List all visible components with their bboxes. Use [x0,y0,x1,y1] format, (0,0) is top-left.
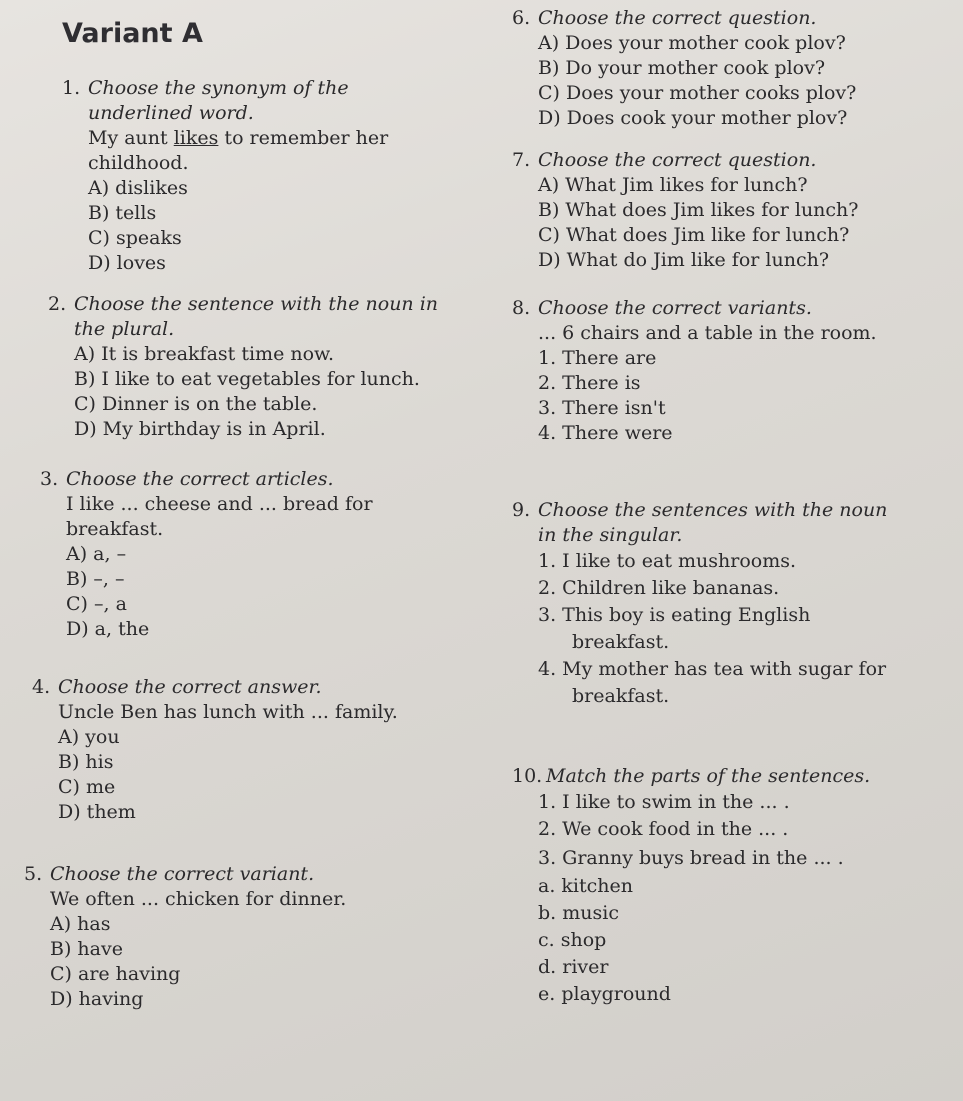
answer-option-c[interactable]: C) speaks [88,227,182,249]
answer-option-a[interactable]: A) It is breakfast time now. [74,343,335,365]
question-10 [512,764,870,1008]
question-8 [512,296,877,446]
ending-option-b[interactable]: b. music [538,902,619,924]
answer-option-d[interactable]: D) What do Jim like for lunch? [538,249,830,271]
question-instruction: Choose the correct variants. [538,297,812,319]
question-number: 10. [512,765,543,787]
question-instruction: Choose the correct answer. [58,676,322,698]
answer-option-b[interactable]: B) Do your mother cook plov? [538,57,826,79]
answer-option-d[interactable]: D) having [50,988,144,1010]
question-4 [32,675,398,825]
answer-option-d[interactable]: D) loves [88,252,166,274]
question-instruction: Match the parts of the sentences. [546,765,871,787]
answer-option-d[interactable]: D) them [58,801,136,823]
answer-option-c[interactable]: C) What does Jim like for lunch? [538,224,850,246]
answer-option-2[interactable]: 2. Children like bananas. [538,577,780,599]
question-sentence: I like ... cheese and ... bread for [66,493,373,515]
answer-option-b[interactable]: B) his [58,751,114,773]
sentence-part-2: 2. We cook food in the ... . [538,818,789,840]
ending-option-d[interactable]: d. river [538,956,609,978]
question-instruction: Choose the synonym of the underlined word. [88,77,349,124]
answer-option-c[interactable]: C) Dinner is on the table. [74,393,318,415]
answer-option-b[interactable]: B) have [50,938,123,960]
answer-option-4[interactable]: 4. There were [538,422,673,444]
question-sentence-cont: childhood. [88,152,189,174]
underlined-word: likes [173,127,219,149]
answer-option-a[interactable]: A) Does your mother cook plov? [538,32,846,54]
question-instruction: Choose the sentences with the noun in the singular. [538,499,888,546]
question-number: 6. [512,7,531,29]
question-3 [40,467,373,642]
variant-title: Variant A [62,18,203,49]
question-number: 2. [48,293,67,315]
answer-option-d[interactable]: D) Does cook your mother plov? [538,107,848,129]
answer-option-3-cont: breakfast. [572,631,670,653]
sentence-part-3: 3. Granny buys bread in the ... . [538,847,844,869]
question-number: 9. [512,499,531,521]
question-instruction: Choose the correct articles. [66,468,334,490]
answer-option-1[interactable]: 1. There are [538,347,657,369]
answer-option-c[interactable]: C) me [58,776,116,798]
question-6 [512,6,856,131]
question-instruction: Choose the sentence with the noun in the plural. [74,293,439,340]
question-1 [62,76,388,276]
answer-option-c[interactable]: C) –, a [66,593,127,615]
question-instruction: Choose the correct question. [538,149,817,171]
question-9 [512,498,887,710]
answer-option-a[interactable]: A) What Jim likes for lunch? [538,174,808,196]
answer-option-b[interactable]: B) What does Jim likes for lunch? [538,199,859,221]
question-5 [24,862,346,1012]
question-number: 5. [24,863,43,885]
question-instruction: Choose the correct question. [538,7,817,29]
answer-option-3[interactable]: 3. This boy is eating English [538,604,811,626]
question-number: 7. [512,149,531,171]
answer-option-a[interactable]: A) dislikes [88,177,188,199]
question-number: 8. [512,297,531,319]
question-sentence: ... 6 chairs and a table in the room. [538,322,877,344]
answer-option-a[interactable]: A) a, – [66,543,127,565]
answer-option-b[interactable]: B) tells [88,202,157,224]
ending-option-e[interactable]: e. playground [538,983,671,1005]
question-number: 4. [32,676,51,698]
answer-option-a[interactable]: A) has [50,913,111,935]
sentence-part-1: 1. I like to swim in the ... . [538,791,790,813]
answer-option-3[interactable]: 3. There isn't [538,397,666,419]
answer-option-4-cont: breakfast. [572,685,670,707]
question-instruction: Choose the correct variant. [50,863,315,885]
question-sentence: We often ... chicken for dinner. [50,888,347,910]
question-sentence: My aunt likes to remember her [88,127,389,149]
answer-option-d[interactable]: D) a, the [66,618,150,640]
answer-option-b[interactable]: B) I like to eat vegetables for lunch. [74,368,420,390]
ending-option-c[interactable]: c. shop [538,929,607,951]
ending-option-a[interactable]: a. kitchen [538,875,633,897]
answer-option-c[interactable]: C) are having [50,963,181,985]
answer-option-a[interactable]: A) you [58,726,120,748]
question-2 [48,292,438,442]
question-sentence-cont: breakfast. [66,518,164,540]
answer-option-b[interactable]: B) –, – [66,568,125,590]
answer-option-4[interactable]: 4. My mother has tea with sugar for [538,658,887,680]
question-7 [512,148,858,273]
answer-option-d[interactable]: D) My birthday is in April. [74,418,326,440]
answer-option-c[interactable]: C) Does your mother cooks plov? [538,82,857,104]
question-sentence: Uncle Ben has lunch with ... family. [58,701,398,723]
question-number: 3. [40,468,59,490]
question-number: 1. [62,77,81,99]
answer-option-2[interactable]: 2. There is [538,372,641,394]
answer-option-1[interactable]: 1. I like to eat mushrooms. [538,550,797,572]
